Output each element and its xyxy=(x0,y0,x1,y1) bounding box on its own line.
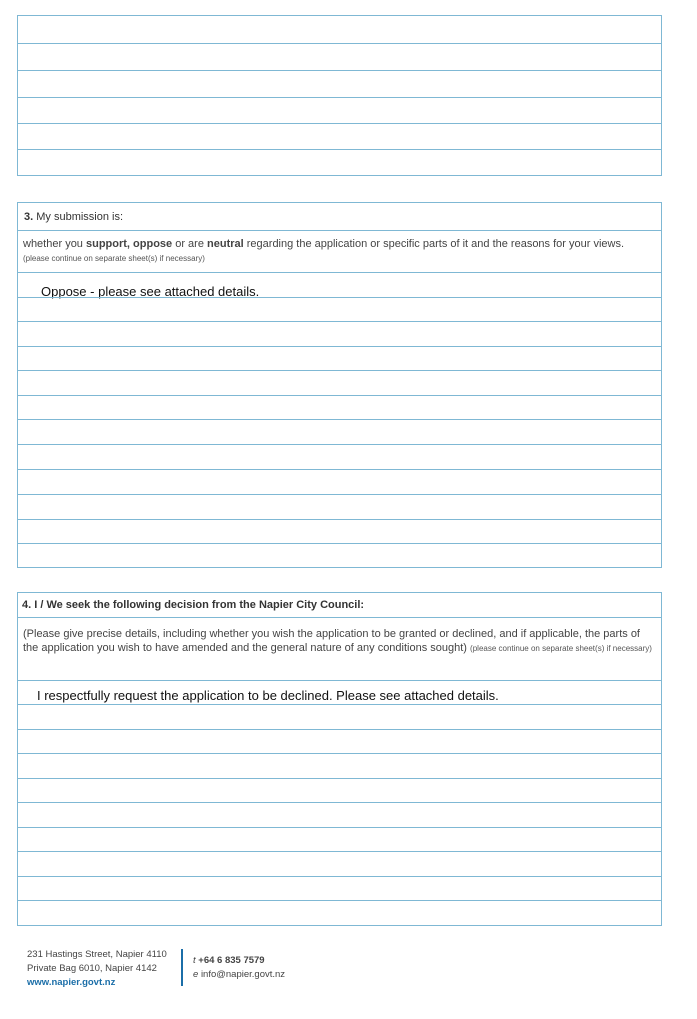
form-line xyxy=(18,43,661,44)
email-link[interactable]: info@napier.govt.nz xyxy=(200,969,286,980)
form-line xyxy=(18,827,661,828)
form-line xyxy=(18,469,661,470)
email-line: e info@napier.govt.nz xyxy=(193,969,286,980)
form-line xyxy=(18,753,661,754)
form-line xyxy=(18,370,661,371)
website-link[interactable]: www.napier.govt.nz xyxy=(27,977,116,988)
form-line xyxy=(18,778,661,779)
form-line xyxy=(18,419,661,420)
section-4-answer[interactable]: I respectfully request the application to be declined. Please see attached details. xyxy=(37,688,499,703)
section-4-title: 4. I / We seek the following decision from the Napier City Council: xyxy=(22,599,365,611)
section-3-answer[interactable]: Oppose - please see attached details. xyxy=(41,284,260,299)
form-line xyxy=(18,729,661,730)
form-line xyxy=(18,851,661,852)
form-line xyxy=(18,123,661,124)
form-line xyxy=(18,230,661,231)
form-line xyxy=(18,680,661,681)
form-line xyxy=(18,395,661,396)
form-line xyxy=(18,70,661,71)
form-line xyxy=(18,704,661,705)
form-line xyxy=(18,543,661,544)
previous-section-lines xyxy=(17,15,662,176)
form-line xyxy=(18,321,661,322)
footer-address xyxy=(27,948,167,990)
footer-divider xyxy=(181,949,183,986)
form-line xyxy=(18,272,661,273)
form-line xyxy=(18,346,661,347)
section-4-box xyxy=(17,592,662,926)
form-line xyxy=(18,900,661,901)
section-3-title: 3. My submission is: xyxy=(24,211,124,223)
section-3-description: whether you support, oppose or are neutral regarding the application or specific parts of it and the reasons for your views. (please continue on separate sheet(s) if necessary) xyxy=(23,238,625,263)
address-line-1: 231 Hastings Street, Napier 4110 xyxy=(27,949,167,960)
form-line xyxy=(18,802,661,803)
form-line xyxy=(18,494,661,495)
form-line xyxy=(18,519,661,520)
phone-line: t +64 6 835 7579 xyxy=(193,955,265,966)
section-3-box xyxy=(17,202,662,568)
form-line xyxy=(18,876,661,877)
form-line xyxy=(18,617,661,618)
address-line-2: Private Bag 6010, Napier 4142 xyxy=(27,963,157,974)
form-line xyxy=(18,444,661,445)
footer-contact xyxy=(193,954,285,982)
section-4-description: (Please give precise details, including whether you wish the application to be granted or declined, and if applicable, the parts of the application you wish to have amended and the general nature of any conditions sought) (please continue on separate sheet(s) if necessary) xyxy=(23,628,652,654)
phone-number[interactable]: +64 6 835 7579 xyxy=(198,955,265,966)
form-line xyxy=(18,297,661,298)
form-line xyxy=(18,97,661,98)
form-line xyxy=(18,149,661,150)
